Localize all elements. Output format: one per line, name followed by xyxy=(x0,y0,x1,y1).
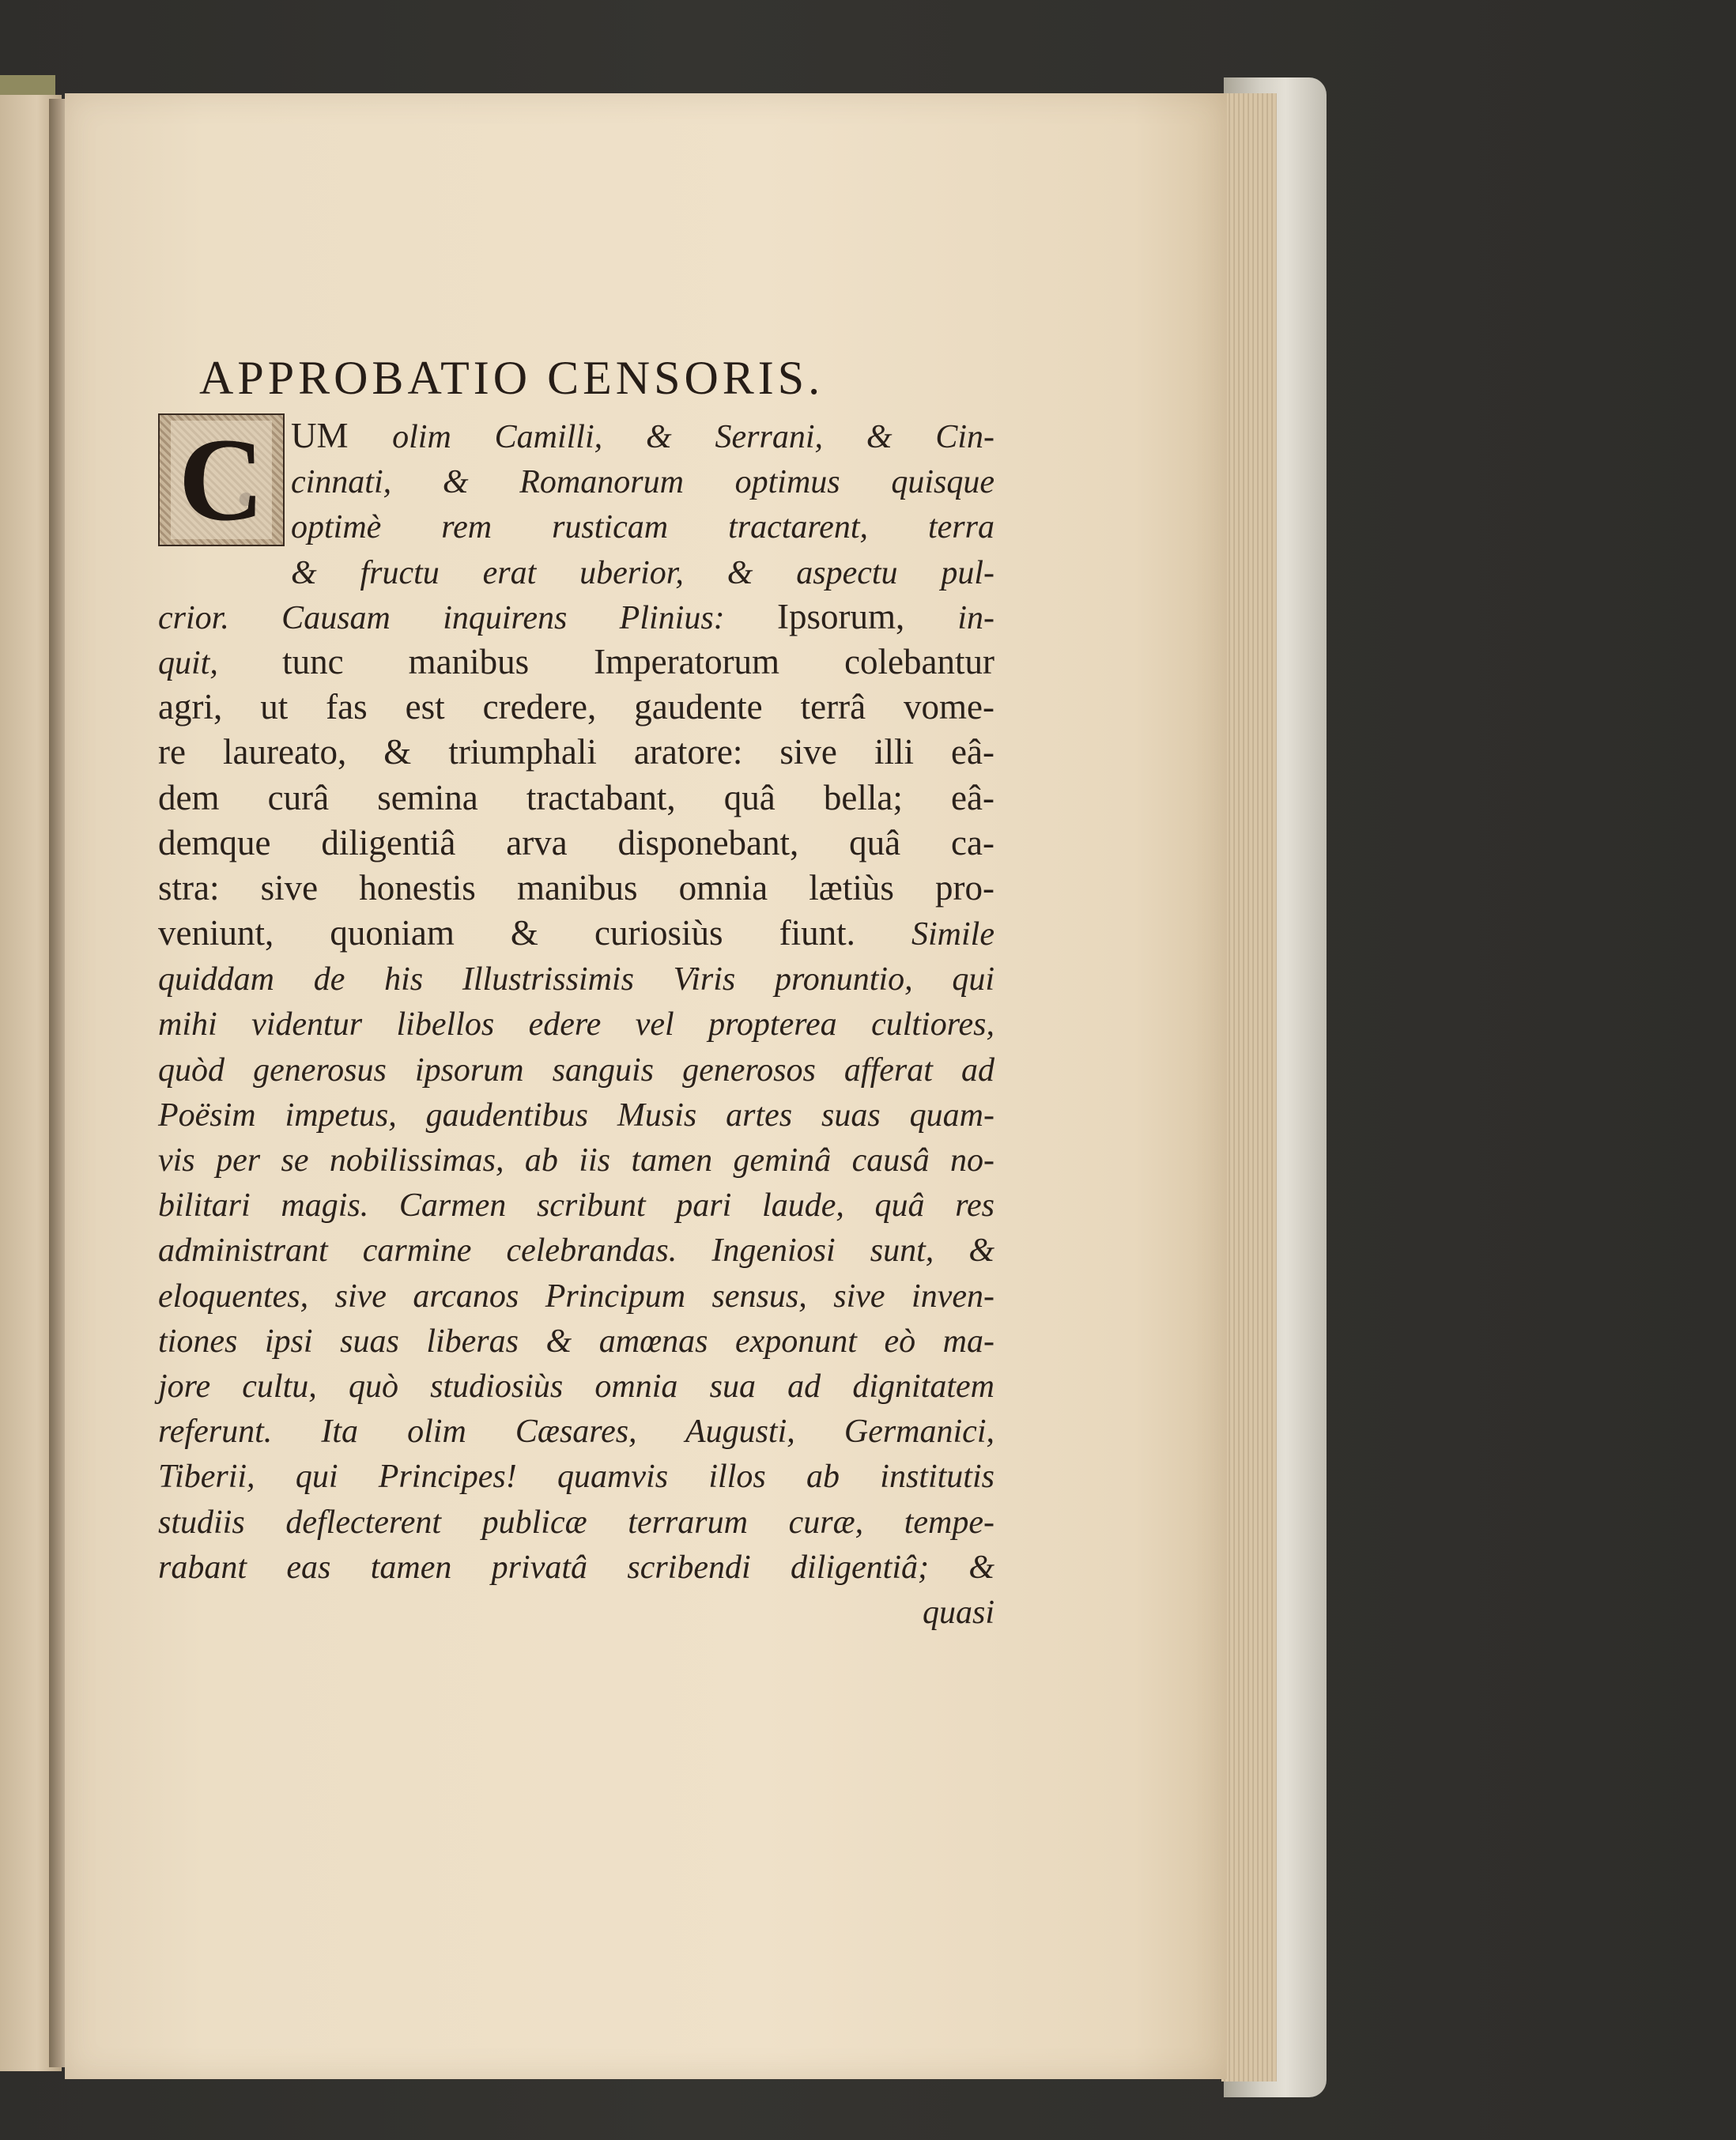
text-line xyxy=(158,1092,994,1137)
text-line xyxy=(291,459,994,504)
text-segment: quit, xyxy=(158,644,283,681)
decorated-initial xyxy=(158,413,285,546)
text-line xyxy=(158,685,994,730)
page-edges xyxy=(1221,93,1277,2081)
text-line xyxy=(158,1453,994,1498)
text-line xyxy=(158,1273,994,1318)
text-line xyxy=(158,640,994,685)
text-line xyxy=(158,1137,994,1182)
text-line xyxy=(158,1544,994,1589)
text-segment: in- xyxy=(957,599,994,636)
text-line xyxy=(158,776,994,821)
text-line xyxy=(158,866,994,911)
text-segment: administrant carmine celebrandas. Ingeniosi sunt, & xyxy=(158,1232,994,1270)
page-heading: APPROBATIO CENSORIS. xyxy=(199,352,825,404)
text-segment: rabant eas tamen privatâ scribendi diligentiâ; & xyxy=(158,1549,994,1586)
text-segment: stra: sive honestis manibus omnia lætiùs pro- xyxy=(158,867,994,908)
text-segment: demque diligentiâ arva disponebant, quâ ca- xyxy=(158,822,994,862)
text-segment: quiddam de his Illustrissimis Viris pronuntio, qui xyxy=(158,961,994,998)
text-line xyxy=(158,821,994,866)
text-segment: quòd generosus ipsorum sanguis generosos afferat ad xyxy=(158,1051,994,1089)
text-segment: tunc manibus Imperatorum colebantur xyxy=(282,641,994,681)
book-page xyxy=(65,93,1227,2079)
text-line xyxy=(158,1408,994,1453)
text-segment: quasi xyxy=(922,1594,994,1631)
text-segment: Poësim impetus, gaudentibus Musis artes suas quam- xyxy=(158,1096,994,1134)
text-segment: & fructu erat uberior, & aspectu pul- xyxy=(291,554,994,591)
text-line xyxy=(158,1182,994,1227)
text-line xyxy=(158,1001,994,1046)
text-segment: studiis deflecterent publicæ terrarum curæ, tempe- xyxy=(158,1504,994,1541)
text-segment: Simile xyxy=(911,916,994,953)
text-line xyxy=(158,911,994,956)
text-segment: olim Camilli, & Serrani, & Cin- xyxy=(392,419,994,455)
initial-letter: C xyxy=(171,421,272,539)
text-segment: bilitari magis. Carmen scribunt pari laude, quâ res xyxy=(158,1187,994,1225)
text-segment: referunt. Ita olim Cæsares, Augusti, Germanici, xyxy=(158,1413,994,1451)
text-segment: tiones ipsi suas liberas & amœnas exponunt eò ma- xyxy=(158,1323,994,1360)
text-segment: dem curâ semina tractabant, quâ bella; eâ- xyxy=(158,777,994,817)
text-segment: UM xyxy=(291,416,393,455)
text-segment: veniunt, quoniam & curiosiùs fiunt. xyxy=(158,913,912,953)
body-text xyxy=(158,413,994,1634)
text-line xyxy=(158,594,994,640)
text-line xyxy=(158,1499,994,1544)
catchword xyxy=(158,1589,994,1634)
text-line xyxy=(291,504,994,549)
text-segment: mihi videntur libellos edere vel propterea cultiores, xyxy=(158,1006,994,1044)
text-line xyxy=(158,1363,994,1408)
text-line xyxy=(158,730,994,775)
text-segment: Tiberii, qui Principes! quamvis illos ab institutis xyxy=(158,1459,994,1496)
text-line xyxy=(158,1047,994,1092)
text-line xyxy=(291,549,994,594)
text-segment: agri, ut fas est credere, gaudente terrâ vome- xyxy=(158,687,994,727)
text-segment: re laureato, & triumphali aratore: sive illi eâ- xyxy=(158,732,994,772)
text-line xyxy=(158,956,994,1001)
text-segment: vis per se nobilissimas, ab iis tamen geminâ causâ no- xyxy=(158,1142,994,1179)
text-segment: cinnati, & Romanorum optimus quisque xyxy=(291,464,994,501)
text-segment: optimè rem rusticam tractarent, terra xyxy=(291,509,994,546)
text-segment: crior. Causam inquirens Plinius: xyxy=(158,599,778,636)
text-segment: Ipsorum, xyxy=(777,596,958,636)
lines-container xyxy=(158,413,994,1634)
text-line xyxy=(158,1227,994,1272)
text-line xyxy=(291,413,994,459)
text-block xyxy=(158,354,994,1634)
text-line xyxy=(158,1318,994,1363)
text-segment: eloquentes, sive arcanos Principum sensus, sive inven- xyxy=(158,1278,994,1315)
text-segment: jore cultu, quò studiosiùs omnia sua ad dignitatem xyxy=(158,1368,994,1405)
